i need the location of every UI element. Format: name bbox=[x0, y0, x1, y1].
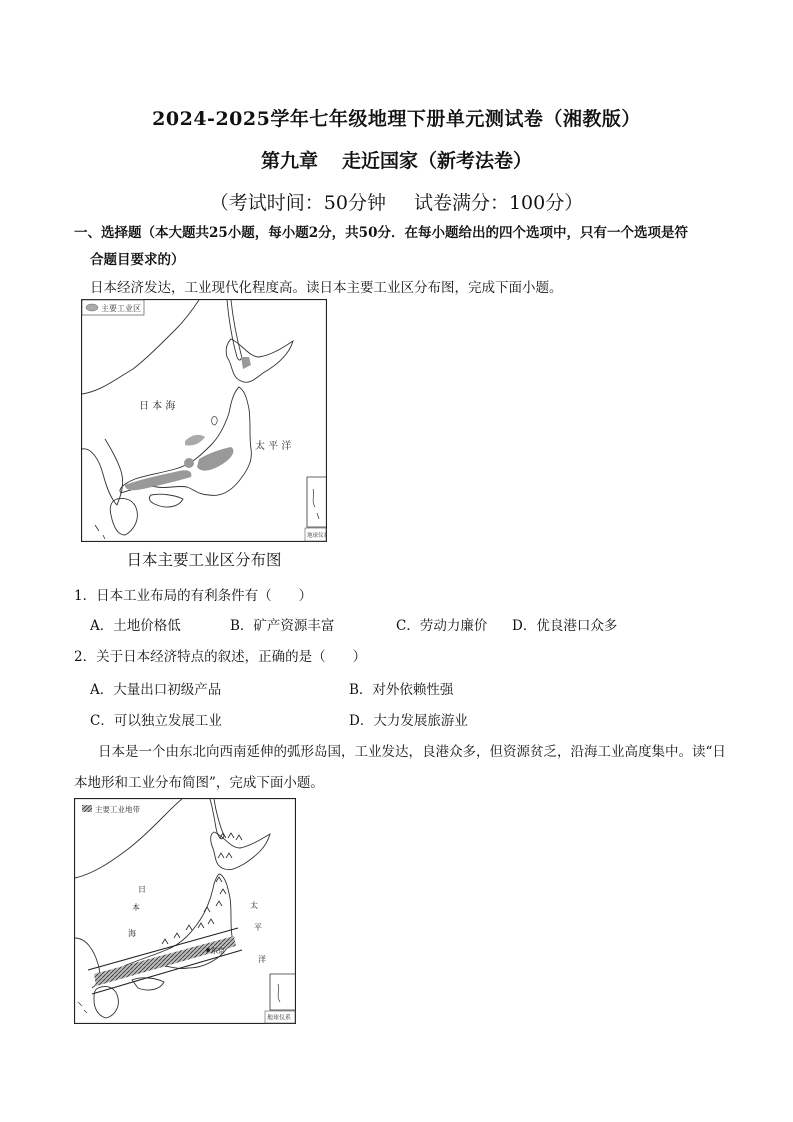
chapter-title bbox=[0, 146, 793, 173]
tokyo-label: 东京 bbox=[211, 947, 225, 955]
ocean-label-char-1: 太 bbox=[250, 901, 258, 910]
sea-label-char-2: 本 bbox=[132, 903, 140, 912]
question-2-option-d[interactable]: D．大力发展旅游业 bbox=[349, 713, 468, 729]
question-1-option-d[interactable]: D．优良港口众多 bbox=[512, 618, 618, 634]
map2-stamp: 地球仪系 bbox=[267, 1014, 292, 1022]
chapter-name: 走近国家（新考法卷） bbox=[342, 150, 533, 172]
japan-terrain-industry-map bbox=[74, 798, 296, 1024]
question-2-option-a[interactable]: A．大量出口初级产品 bbox=[90, 682, 222, 698]
tokyo-marker-icon bbox=[206, 948, 210, 952]
section-heading bbox=[74, 220, 714, 274]
question-1-stem: 1．日本工业布局的有利条件有（ ） bbox=[74, 588, 313, 604]
legend-hatch-icon bbox=[82, 805, 92, 812]
section-heading-line1: 一、选择题（本大题共25小题，每小题2分，共50分．在每小题给出的四个选项中，只有一个选项是符 bbox=[74, 225, 688, 241]
section-heading-line2: 合题目要求的） bbox=[90, 252, 185, 268]
japan-industry-map bbox=[81, 299, 327, 542]
chapter-number: 第九章 bbox=[260, 150, 318, 172]
intro-paragraph-2: 日本是一个由东北向西南延伸的弧形岛国，工业发达，良港众多，但资源贫乏，沿海工业高度集中。读“日本地形和工业分布简图”，完成下面小题。 bbox=[74, 744, 726, 791]
sea-label-char-3: 海 bbox=[128, 929, 136, 938]
exam-title: 2024-2025学年七年级地理下册单元测试卷（湘教版） bbox=[152, 108, 641, 130]
map1-caption: 日本主要工业区分布图 bbox=[126, 551, 282, 569]
chukyo-industrial-zone bbox=[184, 458, 194, 468]
exam-info bbox=[0, 188, 793, 215]
question-1-option-a[interactable]: A．土地价格低 bbox=[90, 618, 181, 634]
map2-legend-label: 主要工业地带 bbox=[95, 805, 140, 814]
exam-time: （考试时间：50分钟 bbox=[209, 192, 386, 214]
question-2-option-c[interactable]: C．可以独立发展工业 bbox=[90, 713, 222, 729]
question-1-option-b[interactable]: B．矿产资源丰富 bbox=[230, 618, 335, 634]
question-1-option-c[interactable]: C．劳动力廉价 bbox=[396, 618, 488, 634]
legend-swatch-icon bbox=[86, 304, 98, 311]
pacific-ocean-label: 太 平 洋 bbox=[255, 441, 292, 452]
sea-of-japan-label: 日 本 海 bbox=[139, 401, 176, 412]
ocean-label-char-2: 平 bbox=[254, 923, 262, 932]
exam-score: 试卷满分：100分） bbox=[413, 192, 584, 214]
intro-paragraph-1: 日本经济发达，工业现代化程度高。读日本主要工业区分布图，完成下面小题。 bbox=[90, 280, 563, 296]
map1-legend-label: 主要工业区 bbox=[101, 304, 141, 313]
ocean-label-char-3: 洋 bbox=[258, 955, 266, 964]
question-2-option-b[interactable]: B．对外依赖性强 bbox=[349, 682, 454, 698]
question-2-stem: 2．关于日本经济特点的叙述，正确的是（ ） bbox=[74, 649, 367, 665]
sea-label-char-1: 日 bbox=[138, 885, 146, 894]
map1-stamp: 地球仪系 bbox=[307, 533, 327, 539]
